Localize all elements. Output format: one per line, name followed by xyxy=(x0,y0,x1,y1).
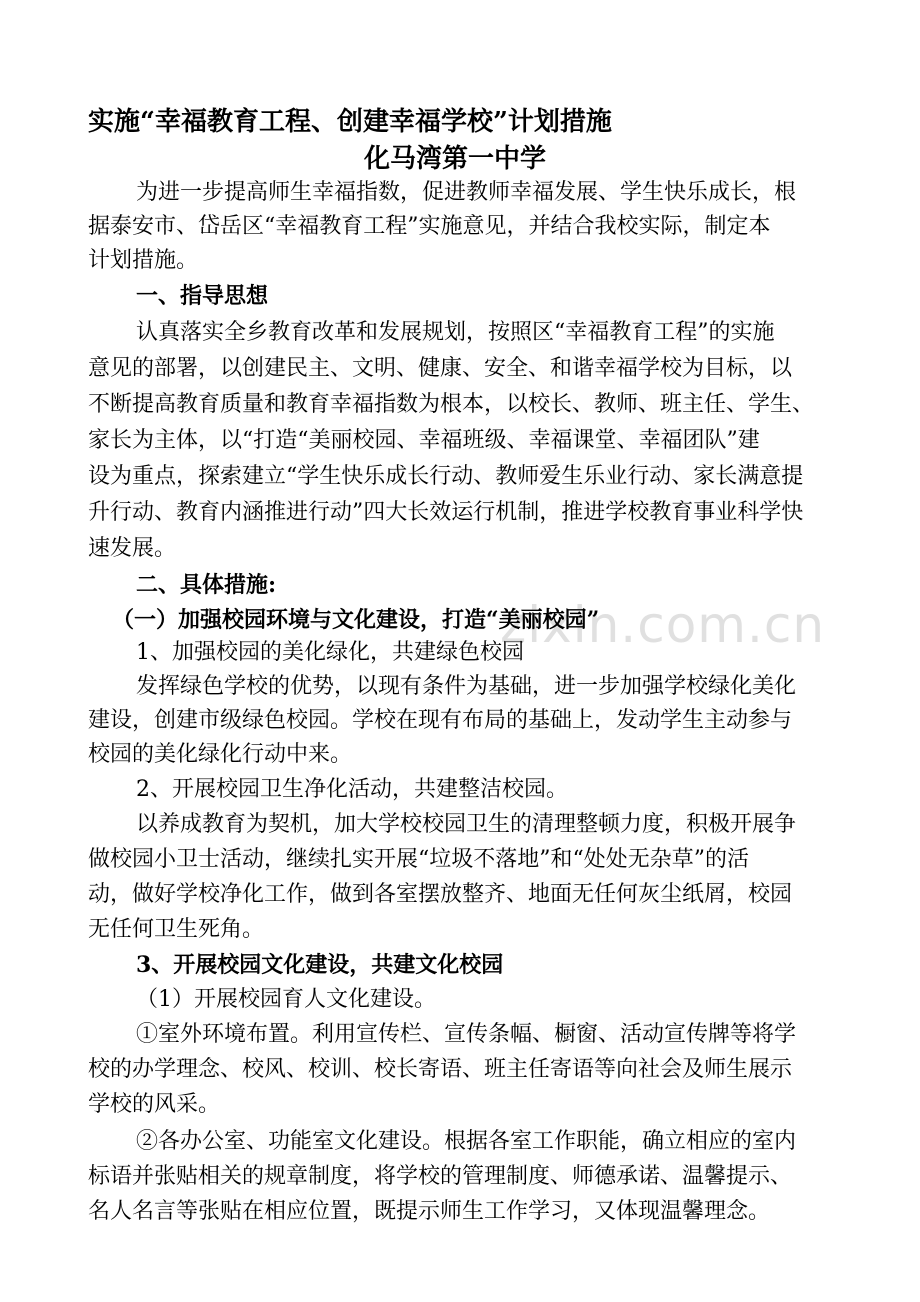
paragraph-line: 建设，创建市级绿色校园。学校在现有布局的基础上，发动学生主动参与 xyxy=(88,708,793,733)
section-heading: 二、具体措施: xyxy=(136,572,277,598)
paragraph-line: 家长为主体，以“打造“美丽校园、幸福班级、幸福课堂、幸福团队”建 xyxy=(88,428,760,453)
paragraph-line: ①室外环境布置。利用宣传栏、宣传条幅、橱窗、活动宣传牌等将学 xyxy=(136,1022,797,1047)
paragraph-line: 名人名言等张贴在相应位置，既提示师生工作学习，又体现温馨理念。 xyxy=(88,1199,771,1224)
paragraph-line: 发挥绿色学校的优势，以现有条件为基础，进一步加强学校绿化美化 xyxy=(136,674,797,699)
watermark: zixin.com.cn xyxy=(500,596,826,654)
paragraph-line: 升行动、教育内涵推进行动”四大长效运行机制，推进学校教育事业科学快 xyxy=(88,500,804,525)
school-name: 化马湾第一中学 xyxy=(364,144,547,174)
paragraph-line: 不断提高教育质量和教育幸福指数为根本，以校长、教师、班主任、学生、 xyxy=(88,392,815,417)
paragraph-line: 动，做好学校净化工作，做到各室摆放整齐、地面无任何灰尘纸屑，校园 xyxy=(88,882,793,907)
paragraph-line: 做校园小卫士活动，继续扎实开展“垃圾不落地”和“处处无杂草”的活 xyxy=(88,847,749,872)
item-heading: 2、开展校园卫生净化活动，共建整洁校园。 xyxy=(136,777,568,802)
paragraph-line: 意见的部署，以创建民主、文明、健康、安全、和谐幸福学校为目标，以 xyxy=(88,356,793,381)
paragraph-line: 设为重点，探索建立“学生快乐成长行动、教师爱生乐业行动、家长满意提 xyxy=(88,464,804,489)
paragraph-line: 校的办学理念、校风、校训、校长寄语、班主任寄语等向社会及师生展示 xyxy=(88,1057,793,1082)
paragraph-line: 以养成教育为契机，加大学校校园卫生的清理整顿力度，积极开展争 xyxy=(136,812,797,837)
paragraph-line: 为进一步提高师生幸福指数，促进教师幸福发展、学生快乐成长，根 xyxy=(136,180,797,205)
section-heading: 一、指导思想 xyxy=(136,283,269,309)
paragraph-line: 标语并张贴相关的规章制度，将学校的管理制度、师德承诺、温馨提示、 xyxy=(88,1164,793,1189)
paragraph-line: 认真落实全乡教育改革和发展规划，按照区“幸福教育工程”的实施 xyxy=(136,320,775,345)
paragraph-line: 无任何卫生死角。 xyxy=(88,917,265,942)
item-heading: 1、加强校园的美化绿化，共建绿色校园 xyxy=(136,640,524,665)
paragraph-line: 据泰安市、岱岳区“幸福教育工程”实施意见，并结合我校实际，制定本 xyxy=(88,214,771,239)
document-title: 实施“幸福教育工程、创建幸福学校”计划措施 xyxy=(88,107,612,137)
paragraph-line: 校园的美化绿化行动中来。 xyxy=(88,742,353,767)
item-heading: 3、开展校园文化建设，共建文化校园 xyxy=(136,952,504,978)
paragraph-line: 速发展。 xyxy=(88,536,177,561)
subsection-heading: （一）加强校园环境与文化建设，打造“美丽校园” xyxy=(112,607,600,633)
paragraph-line: 计划措施。 xyxy=(88,248,199,273)
sub-item-heading: （1）开展校园育人文化建设。 xyxy=(136,987,436,1012)
paragraph-line: 学校的风采。 xyxy=(88,1092,221,1117)
paragraph-line: ②各办公室、功能室文化建设。根据各室工作职能，确立相应的室内 xyxy=(136,1129,797,1154)
